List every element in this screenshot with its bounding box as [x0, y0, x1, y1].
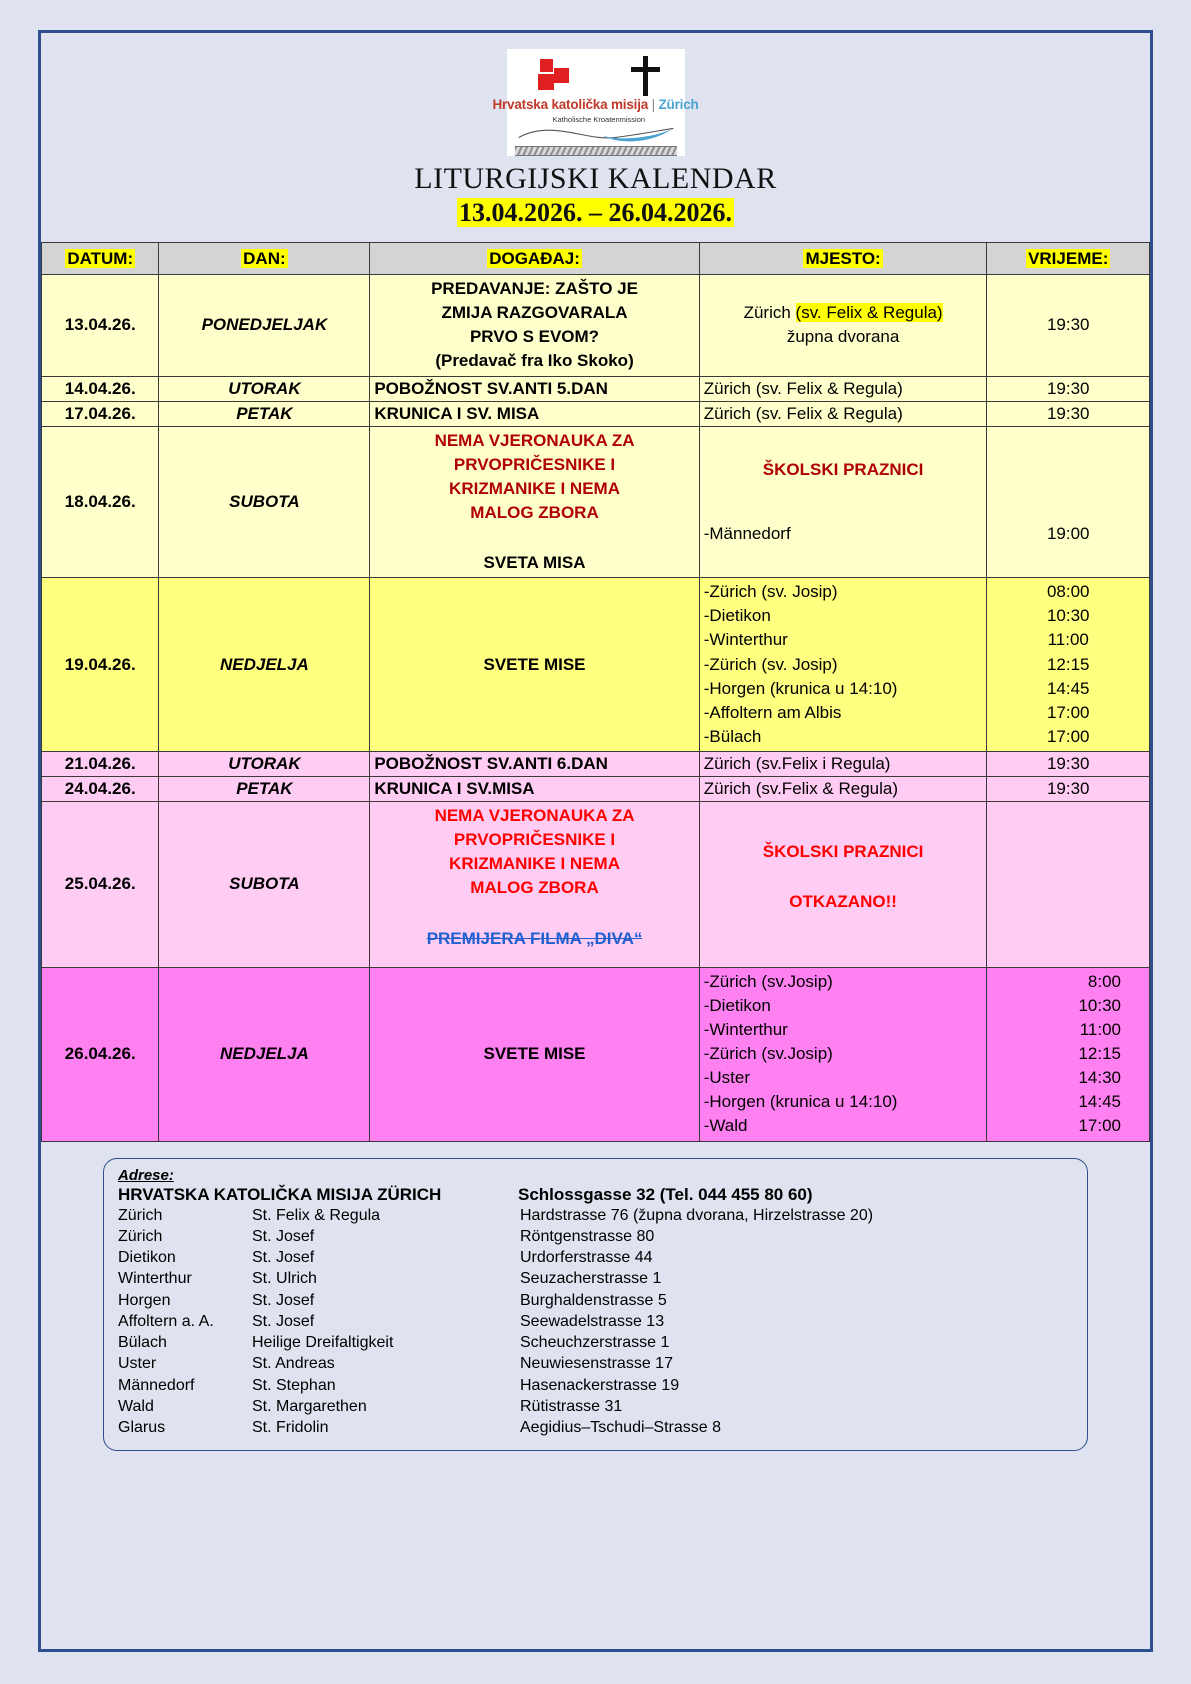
cell-day: PONEDJELJAK: [159, 275, 370, 377]
cell-event: KRUNICA I SV. MISA: [370, 401, 699, 426]
cell-time: 19:30: [987, 777, 1150, 802]
list-item: Wald St. Margarethen Rütistrasse 31: [118, 1397, 623, 1415]
logo-title-croatian: Hrvatska katolička misija: [492, 97, 649, 112]
cell-date: 14.04.26.: [42, 376, 159, 401]
column-header-day: DAN:: [159, 243, 370, 275]
cell-event: KRUNICA I SV.MISA: [370, 777, 699, 802]
calendar-page: [38, 30, 1153, 1652]
cell-place: Zürich (sv. Felix & Regula) župna dvorana: [699, 275, 987, 377]
cell-day: PETAK: [159, 401, 370, 426]
cell-day: UTORAK: [159, 752, 370, 777]
cell-date: 19.04.26.: [42, 578, 159, 752]
mission-street: Schlossgasse 32 (Tel. 044 455 80 60): [518, 1184, 813, 1204]
logo-wordmark: Hrvatska katolička misija | Zürich: [492, 97, 699, 112]
table-row: [42, 426, 1150, 578]
rope-divider: [515, 146, 677, 156]
table-row: [42, 752, 1150, 777]
addresses-heading: Adrese:: [118, 1166, 174, 1184]
cell-place: ŠKOLSKI PRAZNICI OTKAZANO!!: [699, 802, 987, 968]
list-item: Glarus St. Fridolin Aegidius–Tschudi–Strasse 8: [118, 1419, 722, 1437]
wave-graphic: [515, 122, 677, 144]
table-row: [42, 802, 1150, 968]
list-item: Bülach Heilige Dreifaltigkeit Scheuchzerstrasse 1: [118, 1334, 670, 1352]
logo-title-city: Zürich: [658, 97, 699, 112]
logo-subtitle: Katholische Kroatenmission: [552, 115, 646, 124]
cell-day: NEDJELJA: [159, 578, 370, 752]
cross-icon: [628, 56, 662, 96]
cell-day: SUBOTA: [159, 426, 370, 578]
logo-graphic: [515, 55, 677, 97]
table-row: [42, 578, 1150, 752]
cell-date: 26.04.26.: [42, 967, 159, 1141]
list-item: Männedorf St. Stephan Hasenackerstrasse 19: [118, 1376, 680, 1394]
table-row: [42, 376, 1150, 401]
list-item: Affoltern a. A. St. Josef Seewadelstrasse 13: [118, 1312, 665, 1330]
liturgical-calendar-table: [41, 242, 1150, 1142]
cell-place: -Zürich (sv.Josip) -Dietikon -Winterthur -Zürich (sv.Josip) -Uster -Horgen (krunica u 14:10) -Wald: [699, 967, 987, 1141]
cell-time: [987, 802, 1150, 968]
cell-time: 19:30: [987, 376, 1150, 401]
cell-day: UTORAK: [159, 376, 370, 401]
table-header-row: [42, 243, 1150, 275]
cell-time: 08:00 10:30 11:00 12:15 14:45 17:00 17:00: [987, 578, 1150, 752]
cancelled-film-premiere: PREMIJERA FILMA „DIVA“: [426, 928, 643, 948]
cell-event: POBOŽNOST SV.ANTI 5.DAN: [370, 376, 699, 401]
cell-place: -Zürich (sv. Josip) -Dietikon -Winterthur -Zürich (sv. Josip) -Horgen (krunica u 14:10) -Affoltern am Albis -Bülach: [699, 578, 987, 752]
cell-date: 17.04.26.: [42, 401, 159, 426]
table-row: [42, 777, 1150, 802]
list-item: Dietikon St. Josef Urdorferstrasse 44: [118, 1249, 653, 1267]
table-row: [42, 275, 1150, 377]
cell-event: NEMA VJERONAUKA ZA PRVOPRIČESNIKE I KRIZMANIKE I NEMA MALOG ZBORA SVETA MISA: [370, 426, 699, 578]
list-item: Horgen St. Josef Burghaldenstrasse 5: [118, 1291, 667, 1309]
table-row: [42, 967, 1150, 1141]
table-row: [42, 401, 1150, 426]
cell-day: PETAK: [159, 777, 370, 802]
list-item: Uster St. Andreas Neuwiesenstrasse 17: [118, 1355, 673, 1373]
cell-event: SVETE MISE: [370, 967, 699, 1141]
cell-date: 13.04.26.: [42, 275, 159, 377]
cell-event: NEMA VJERONAUKA ZA PRVOPRIČESNIKE I KRIZMANIKE I NEMA MALOG ZBORA PREMIJERA FILMA „DIVA“: [370, 802, 699, 968]
cell-time: 19:30: [987, 275, 1150, 377]
list-item: Zürich St. Felix & Regula Hardstrasse 76 (župna dvorana, Hirzelstrasse 20): [118, 1206, 874, 1224]
date-range: [41, 198, 1150, 228]
cell-date: 21.04.26.: [42, 752, 159, 777]
column-header-date: DATUM:: [42, 243, 159, 275]
cell-day: SUBOTA: [159, 802, 370, 968]
place-highlight: (sv. Felix & Regula): [795, 303, 943, 323]
cell-date: 25.04.26.: [42, 802, 159, 968]
cell-event: POBOŽNOST SV.ANTI 6.DAN: [370, 752, 699, 777]
cell-place: Zürich (sv.Felix i Regula): [699, 752, 987, 777]
page-title: LITURGIJSKI KALENDAR: [414, 162, 777, 195]
cell-time: 8:00 10:30 11:00 12:15 14:30 14:45 17:00: [987, 967, 1150, 1141]
column-header-place: MJESTO:: [699, 243, 987, 275]
cell-place: ŠKOLSKI PRAZNICI -Männedorf: [699, 426, 987, 578]
cancelled-badge: OTKAZANO!!: [789, 892, 897, 912]
mission-logo: [492, 49, 699, 156]
cell-place: Zürich (sv. Felix & Regula): [699, 401, 987, 426]
column-header-time: VRIJEME:: [987, 243, 1150, 275]
mission-name: HRVATSKA KATOLIČKA MISIJA ZÜRICH: [118, 1184, 442, 1204]
cell-time: 19:30: [987, 752, 1150, 777]
cell-date: 24.04.26.: [42, 777, 159, 802]
cell-event: PREDAVANJE: ZAŠTO JE ZMIJA RAZGOVARALA PRVO S EVOM? (Predavač fra Iko Skoko): [370, 275, 699, 377]
cell-day: NEDJELJA: [159, 967, 370, 1141]
list-item: Zürich St. Josef Röntgenstrasse 80: [118, 1227, 655, 1245]
cell-time: 19:00: [987, 426, 1150, 578]
checkerboard-icon: [530, 59, 576, 93]
logo-container: [41, 33, 1150, 156]
addresses-panel: [103, 1158, 1088, 1452]
cell-place: Zürich (sv.Felix & Regula): [699, 777, 987, 802]
list-item: Winterthur St. Ulrich Seuzacherstrasse 1: [118, 1270, 662, 1288]
mission-address-row: [118, 1185, 1073, 1205]
cell-place: Zürich (sv. Felix & Regula): [699, 376, 987, 401]
column-header-event: DOGAĐAJ:: [370, 243, 699, 275]
cell-event: SVETE MISE: [370, 578, 699, 752]
cell-date: 18.04.26.: [42, 426, 159, 578]
cell-time: 19:30: [987, 401, 1150, 426]
date-range-text: 13.04.2026. – 26.04.2026.: [459, 198, 732, 227]
